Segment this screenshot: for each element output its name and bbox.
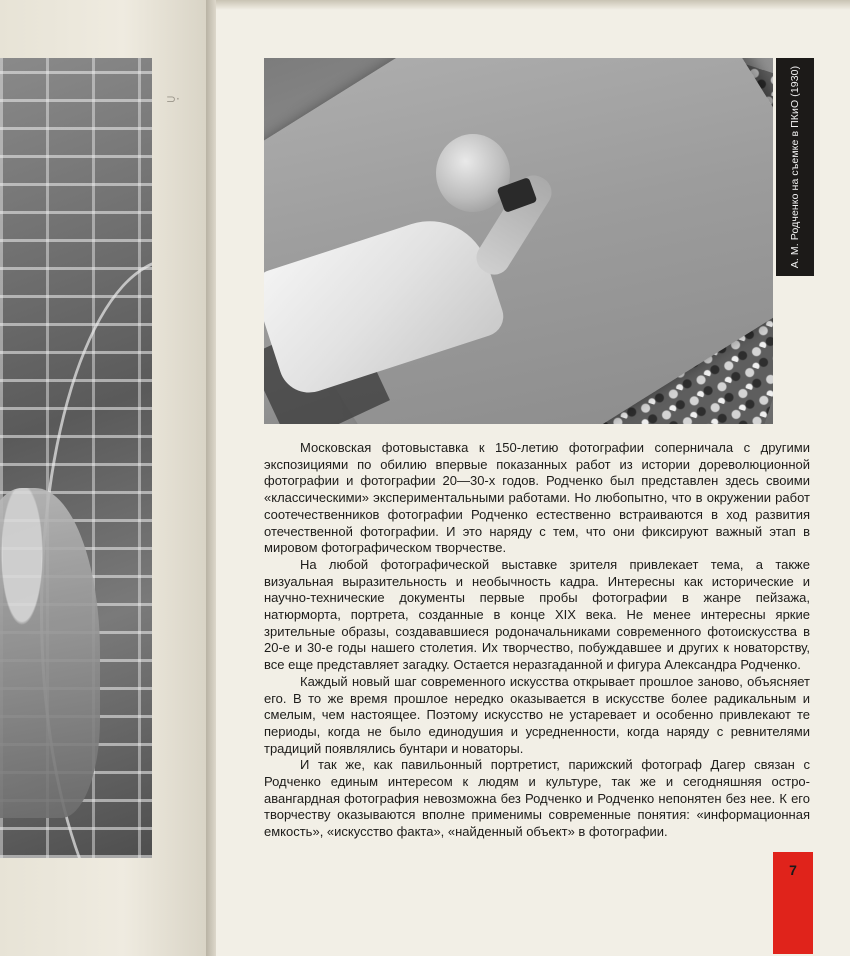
rodchenko-photo	[264, 58, 773, 424]
page-top-edge	[216, 0, 850, 10]
page-number: 7	[789, 862, 797, 878]
brick-wall-photo	[0, 58, 152, 858]
article-body	[264, 440, 810, 841]
photo-caption-bar	[776, 58, 814, 276]
photo-photographer-head	[436, 134, 510, 212]
photo-caption: А. М. Родченко на съемке в ПКиО (1930)	[789, 65, 801, 269]
page-number-tab	[773, 852, 813, 954]
paragraph-1: Московская фотовыставка к 150-летию фотографии соперничала с другими экспозициями по обилию впервые показанных работ из истории дореволюционной фотографии и фотографии 20—30-х годов. Родченко был представлен здесь своими «классическими» экспериментальными работами. Но любопытно, что в окружении работ соотечественников фотографии Родченко естественно встраиваются в ход развития отечественной фотографии. И это наряду с тем, что они фиксируют важный этап в мировом фотографическом творчестве.	[264, 440, 810, 556]
left-page	[0, 0, 206, 956]
book-gutter	[206, 0, 216, 956]
paragraph-4: И так же, как павильонный портретист, парижский фотограф Дагер связан с Родченко единым интересом к людям и культуре, так же и сегодняшняя остро-авангардная фотография невозможна без Родченко и Родченко непонятен без нее. К его творчеству оказываются вполне применимы современные понятия: «информационная емкость», «искусство факта», «найденный объект» в фотографии.	[264, 757, 810, 840]
margin-mark: ⊃·	[166, 92, 180, 106]
paragraph-2: На любой фотографической выставке зрителя привлекает тема, а также визуальная выразительность и необычность кадра. Интересны как исторические и научно-технические документы первые пробы фотографии в жанре пейзажа, натюрморта, портрета, созданные в конце XIX века. Не менее интересны яркие зрительные образы, создававшиеся родоначальниками современного фотоискусства в 20-е и 30-е годы нашего столетия. Их творчество, побуждавшее и других к новаторству, все еще представляет загадку. Остается неразгаданной и фигура Александра Родченко.	[264, 556, 810, 673]
paragraph-3: Каждый новый шаг современного искусства открывает прошлое заново, объясняет его. В то же время прошлое нередко оказывается в искусстве более радикальным и смелым, чем настоящее. Поэтому искусство не устаревает и особенно привлекают те периоды, когда не было единодушия и усредненности, когда наряду с ревнителями традиций появлялись бунтари и новаторы.	[264, 673, 810, 756]
